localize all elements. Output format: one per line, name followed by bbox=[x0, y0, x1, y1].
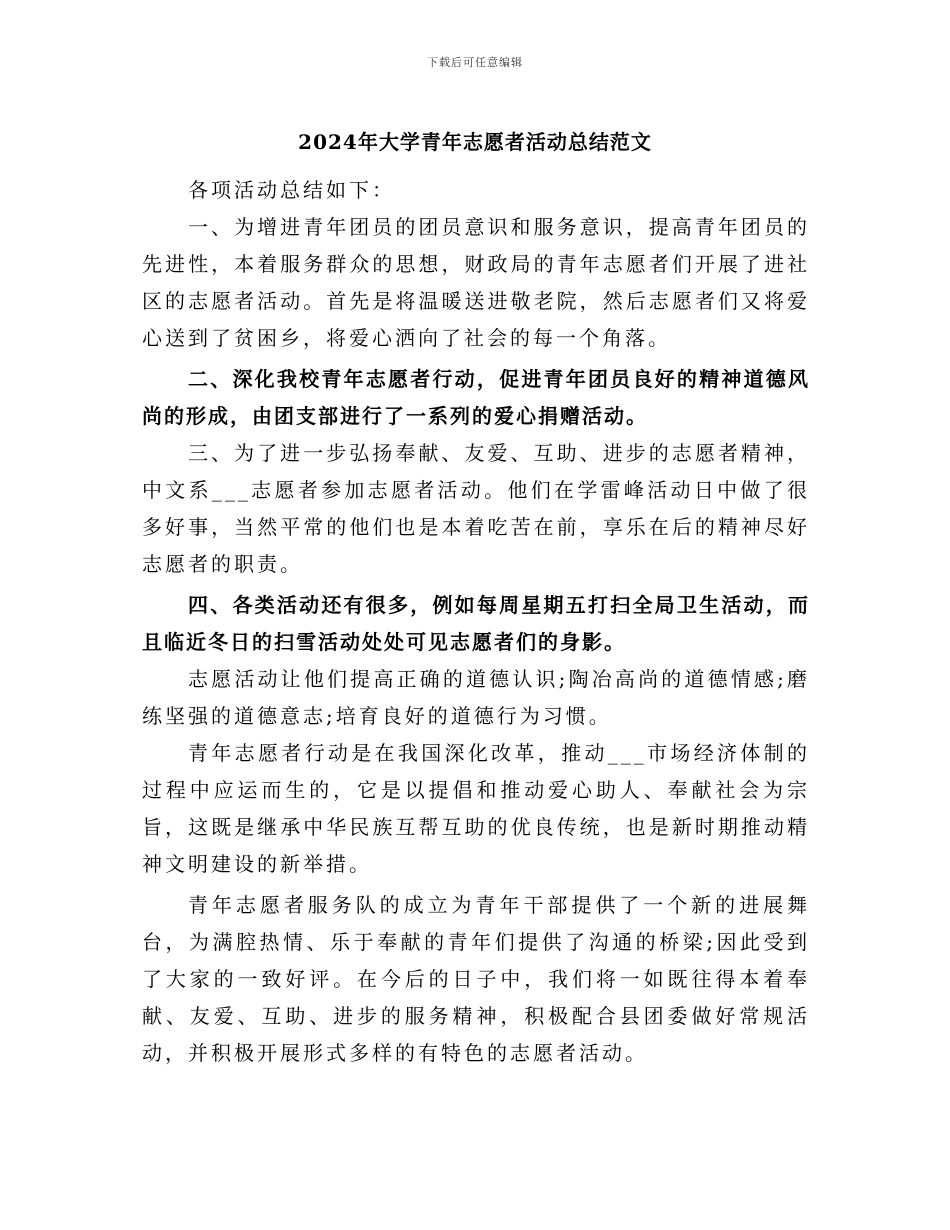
paragraph-item-1: 一、为增进青年团员的团员意识和服务意识，提高青年团员的先进性，本着服务群众的思想，财政局的青年志愿者们开展了进社区的志愿者活动。首先是将温暖送进敬老院，然后志愿者们又将爱心送到了贫困乡，将爱心洒向了社会的每一个角落。 bbox=[142, 215, 810, 350]
paragraph-item-4: 四、各类活动还有很多，例如每周星期五打扫全局卫生活动，而且临近冬日的扫雪活动处处可见志愿者们的身影。 bbox=[142, 593, 810, 654]
document-title: 2024年大学青年志愿者活动总结范文 bbox=[298, 130, 652, 154]
paragraph-item-2: 二、深化我校青年志愿者行动，促进青年团员良好的精神道德风尚的形成，由团支部进行了一系列的爱心捐赠活动。 bbox=[142, 367, 810, 428]
page-header-note: 下载后可任意编辑 bbox=[427, 56, 523, 69]
paragraph-service-team: 青年志愿者服务队的成立为青年干部提供了一个新的进展舞台，为满腔热情、乐于奉献的青年们提供了沟通的桥梁;因此受到了大家的一致好评。在今后的日子中，我们将一如既往得本着奉献、友爱、互助、进步的服务精神，积极配合县团委做好常规活动，并积极开展形式多样的有特色的志愿者活动。 bbox=[142, 893, 810, 1065]
paragraph-volunteer-action: 青年志愿者行动是在我国深化改革，推动___市场经济体制的过程中应运而生的，它是以提倡和推动爱心助人、奉献社会为宗旨，这既是继承中华民族互帮互助的优良传统，也是新时期推动精神文明建设的新举措。 bbox=[142, 741, 810, 876]
paragraph-intro: 各项活动总结如下： bbox=[188, 178, 395, 202]
document-body bbox=[142, 172, 810, 1072]
paragraph-moral-development: 志愿活动让他们提高正确的道德认识;陶冶高尚的道德情感;磨练坚强的道德意志;培育良好的道德行为习惯。 bbox=[142, 667, 810, 728]
paragraph-item-3: 三、为了进一步弘扬奉献、友爱、互助、进步的志愿者精神，中文系___志愿者参加志愿者活动。他们在学雷峰活动日中做了很多好事，当然平常的他们也是本着吃苦在前，享乐在后的精神尽好志愿者的职责。 bbox=[142, 441, 810, 576]
